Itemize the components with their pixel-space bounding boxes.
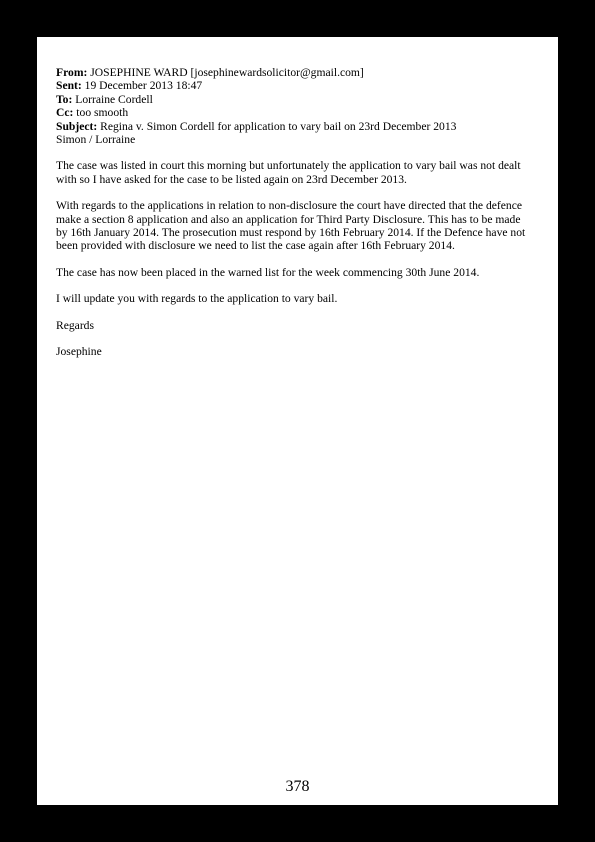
- paragraph-3: [56, 266, 545, 279]
- signature-line: Josephine: [56, 345, 102, 359]
- cc-value: too smooth: [76, 106, 129, 120]
- from-value: JOSEPHINE WARD [josephinewardsolicitor@gmail.com]: [90, 66, 364, 79]
- email-header: [56, 66, 545, 146]
- closing-line: Regards: [56, 318, 94, 332]
- sent-label: Sent:: [56, 79, 82, 93]
- paragraph-2: [56, 199, 545, 253]
- subject-label: Subject:: [56, 119, 98, 133]
- subject-line: [56, 120, 545, 133]
- paragraph-1: [56, 159, 545, 186]
- paragraph-1-line: with so I have asked for the case to be listed again on 23rd December 2013.: [56, 172, 407, 186]
- paragraph-1-line: The case was listed in court this morning but unfortunately the application to vary bail was not dealt: [56, 159, 521, 173]
- paragraph-2-line: been provided with disclosure we need to list the case again after 16th February 2014.: [56, 239, 455, 253]
- paragraph-4-line: I will update you with regards to the application to vary bail.: [56, 292, 338, 306]
- salutation: Simon / Lorraine: [56, 133, 136, 147]
- sent-value: 19 December 2013 18:47: [84, 79, 203, 93]
- to-value: Lorraine Cordell: [75, 92, 153, 106]
- email-body: [56, 66, 545, 359]
- paragraph-2-line: by 16th January 2014. The prosecution must respond by 16th February 2014. If the Defence have not: [56, 226, 526, 240]
- paragraph-3-line: The case has now been placed in the warned list for the week commencing 30th June 2014.: [56, 265, 480, 279]
- cc-line: [56, 106, 545, 119]
- paragraph-2-line: make a section 8 application and also an application for Third Party Disclosure. This has to be made: [56, 212, 521, 226]
- subject-value: Regina v. Simon Cordell for application to vary bail on 23rd December 2013: [100, 119, 457, 133]
- paragraph-2-line: With regards to the applications in relation to non-disclosure the court have directed that the defence: [56, 199, 523, 213]
- to-line: [56, 93, 545, 106]
- cc-label: Cc:: [56, 106, 74, 120]
- document-page: [37, 37, 558, 805]
- from-line: [56, 66, 545, 79]
- page-number: 378: [285, 778, 310, 795]
- signature: [56, 345, 545, 358]
- sent-line: [56, 79, 545, 92]
- closing: [56, 319, 545, 332]
- paragraph-4: [56, 292, 545, 305]
- to-label: To:: [56, 92, 73, 106]
- from-label: From:: [56, 66, 88, 79]
